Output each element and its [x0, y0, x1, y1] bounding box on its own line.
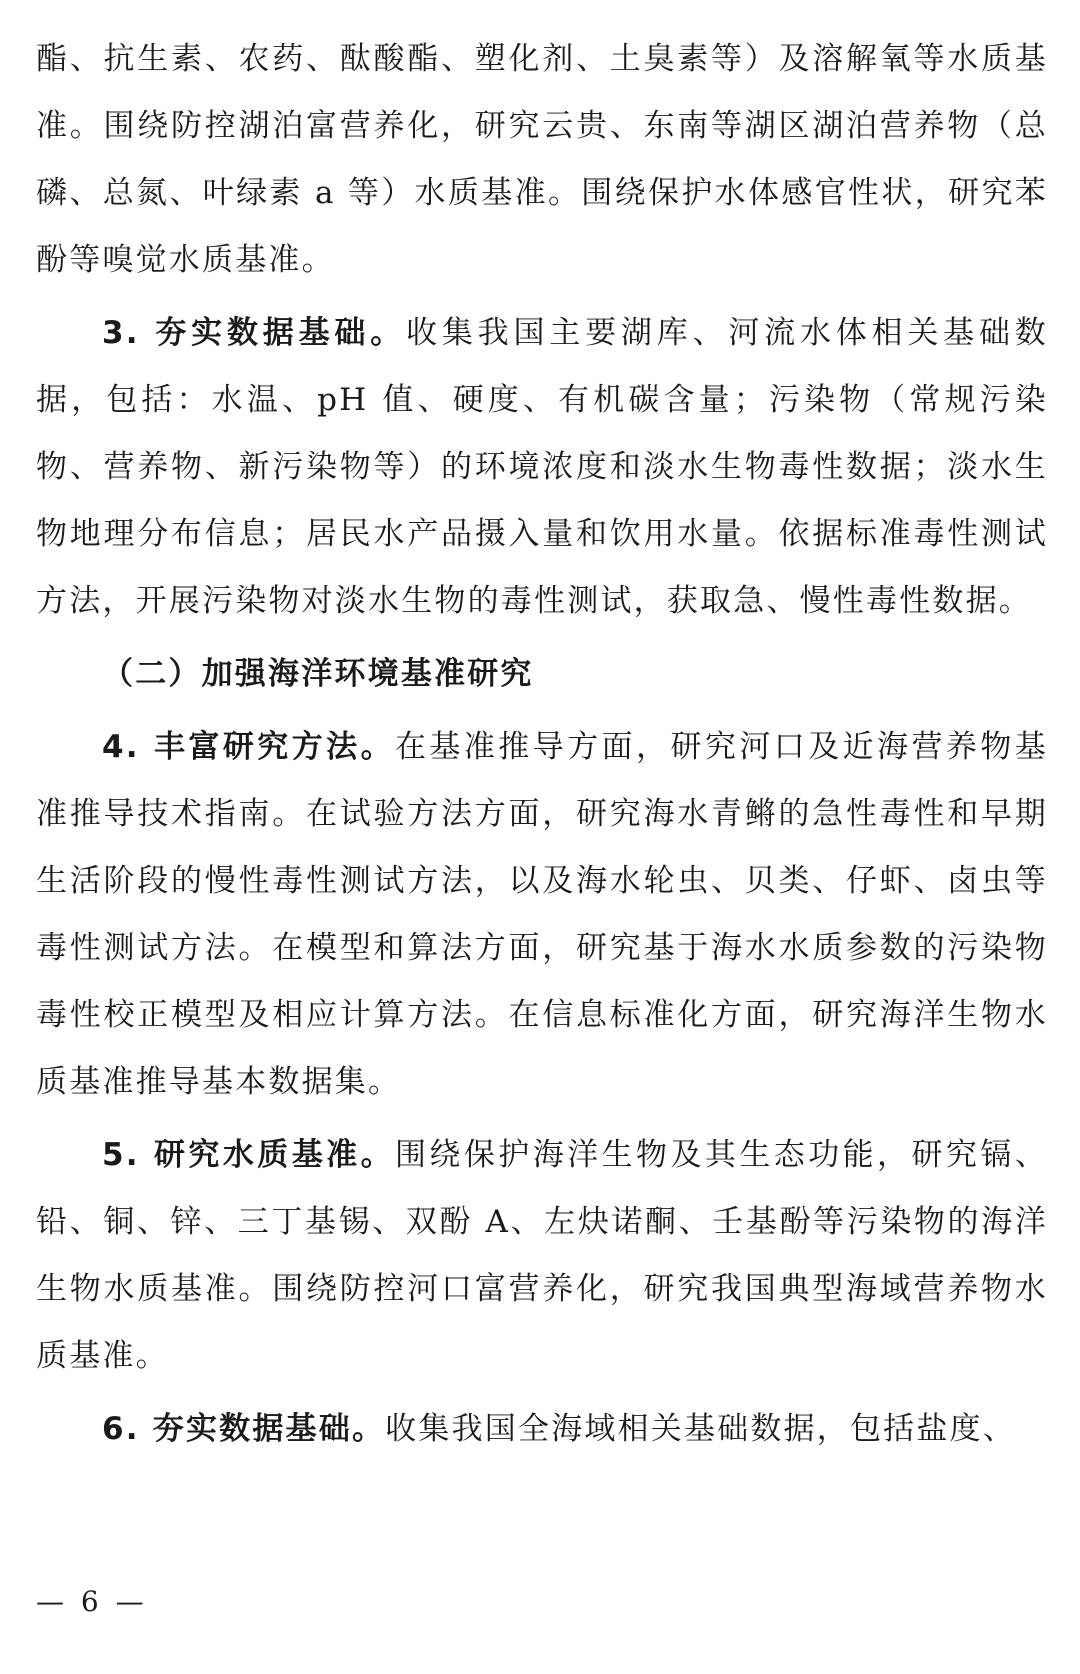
paragraph-lead: 5. 研究水质基准。 [102, 1137, 395, 1173]
paragraph-item-6 [36, 1396, 1048, 1463]
paragraph-continued [36, 26, 1048, 294]
paragraph-text: 收集我国全海域相关基础数据，包括盐度、 [385, 1411, 1016, 1447]
paragraph-text: 酯、抗生素、农药、酞酸酯、塑化剂、土臭素等）及溶解氧等水质基准。围绕防控湖泊富营养化，研究云贵、东南等湖区湖泊营养物（总磷、总氮、叶绿素 a 等）水质基准。围绕保护水体感官性状，研究苯酚等嗅觉水质基准。 [36, 41, 1048, 278]
paragraph-lead: 3. 夯实数据基础。 [102, 315, 407, 351]
paragraph-item-5 [36, 1122, 1048, 1390]
paragraph-item-4 [36, 714, 1048, 1116]
section-heading: （二）加强海洋环境基准研究 [102, 656, 534, 692]
paragraph-lead: 4. 丰富研究方法。 [102, 729, 395, 765]
paragraph-text: 围绕保护海洋生物及其生态功能，研究镉、铅、铜、锌、三丁基锡、双酚 A、左炔诺酮、壬基酚等污染物的海洋生物水质基准。围绕防控河口富营养化，研究我国典型海域营养物水质基准。 [36, 1137, 1048, 1374]
paragraph-item-3 [36, 300, 1048, 635]
paragraph-text: 在基准推导方面，研究河口及近海营养物基准推导技术指南。在试验方法方面，研究海水青鳉的急性毒性和早期生活阶段的慢性毒性测试方法，以及海水轮虫、贝类、仔虾、卤虫等毒性测试方法。在模型和算法方面，研究基于海水水质参数的污染物毒性校正模型及相应计算方法。在信息标准化方面，研究海洋生物水质基准推导基本数据集。 [36, 729, 1048, 1100]
paragraph-lead: 6. 夯实数据基础。 [102, 1411, 386, 1447]
document-body [36, 26, 1048, 1469]
page-number: — 6 — [36, 1585, 148, 1618]
paragraph-text: 收集我国主要湖库、河流水体相关基础数据，包括：水温、pH 值、硬度、有机碳含量；污染物（常规污染物、营养物、新污染物等）的环境浓度和淡水生物毒性数据；淡水生物地理分布信息；居民水产品摄入量和饮用水量。依据标准毒性测试方法，开展污染物对淡水生物的毒性测试，获取急、慢性毒性数据。 [36, 315, 1048, 619]
